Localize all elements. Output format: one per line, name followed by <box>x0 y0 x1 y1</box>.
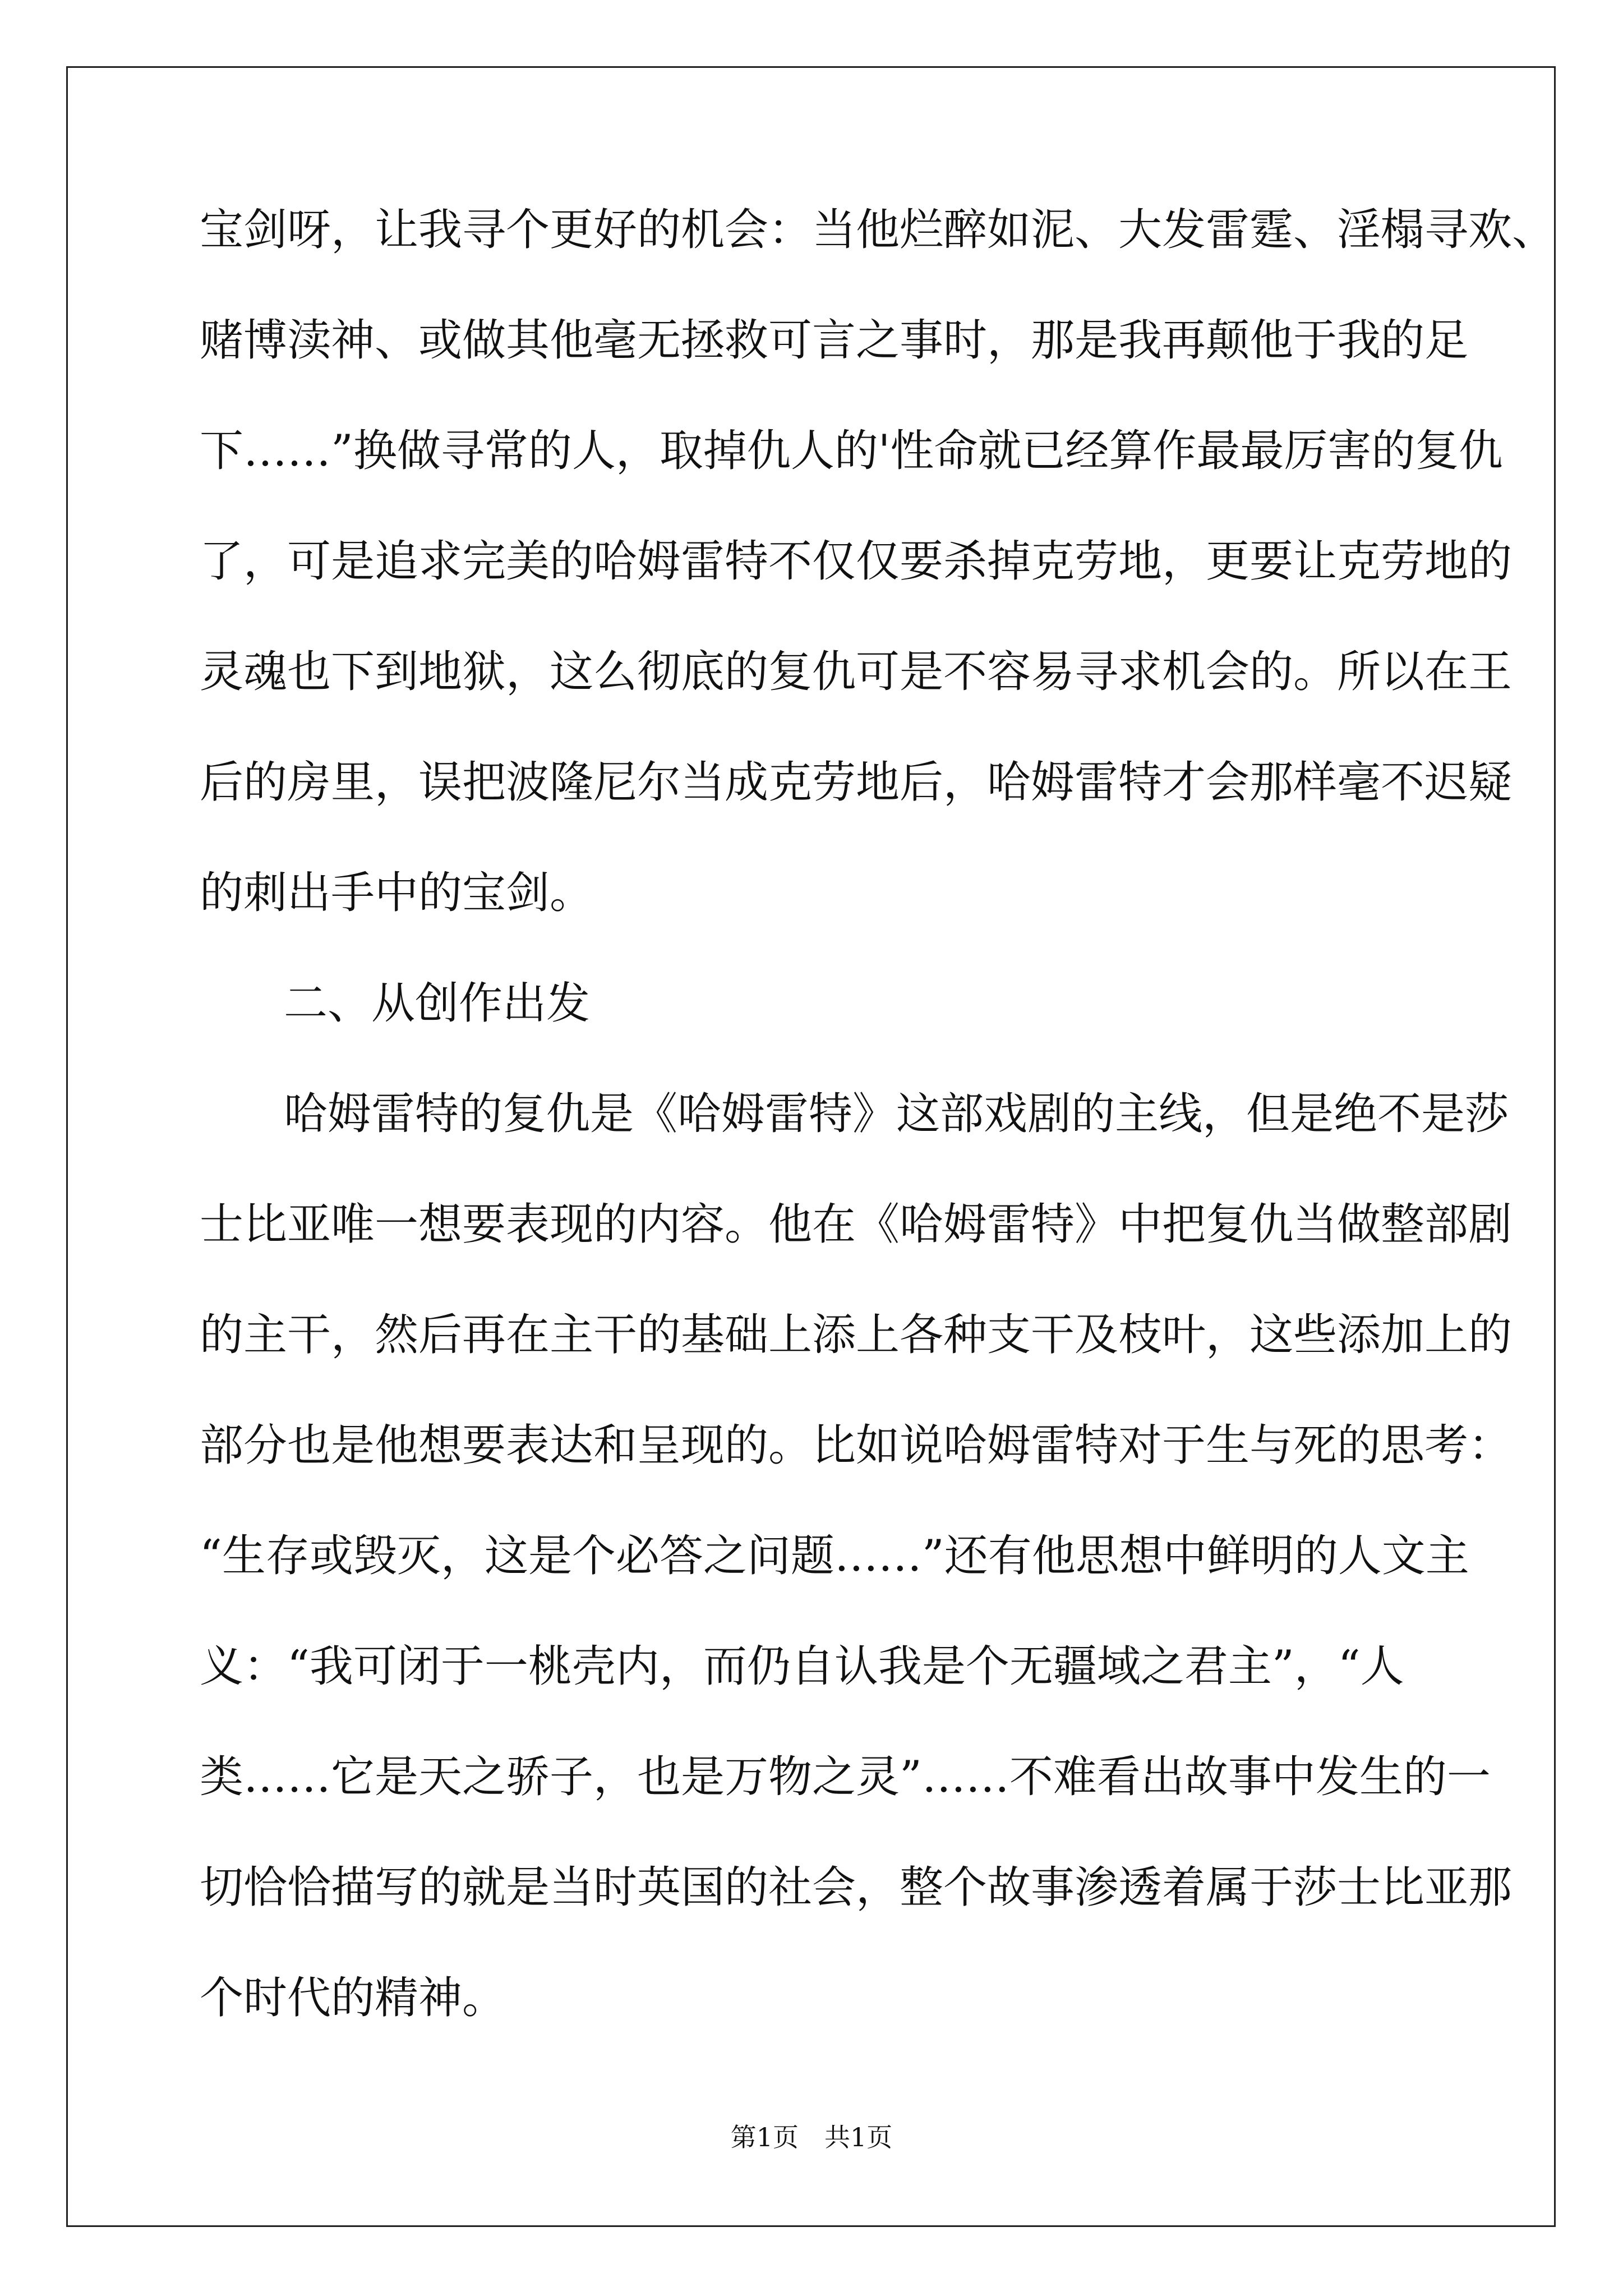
text-line: 类……它是天之骄子，也是万物之灵”……不难看出故事中发生的一 <box>200 1752 1491 1802</box>
text-line: 切恰恰描写的就是当时英国的社会，整个故事渗透着属于莎士比亚那 <box>200 1862 1513 1913</box>
page-footer: 第1页 共1页 <box>730 2122 893 2152</box>
text-line: 部分也是他想要表达和呈现的。比如说哈姆雷特对于生与死的思考： <box>200 1420 1513 1471</box>
text-line: 的刺出手中的宝剑。 <box>200 868 594 918</box>
text-line: 个时代的精神。 <box>200 1973 506 2023</box>
text-line: 下……”换做寻常的人，取掉仇人的'性命就已经算作最最厉害的复仇 <box>200 426 1503 476</box>
section-heading: 二、从创作出发 <box>284 978 591 1029</box>
text-line: “生存或毁灭，这是个必答之问题……”还有他思想中鲜明的人文主 <box>200 1531 1469 1581</box>
text-line: 义：“我可闭于一桃壳内，而仍自认我是个无疆域之君主”，“人 <box>200 1641 1404 1692</box>
text-line: 的主干，然后再在主干的基础上添上各种支干及枝叶，这些添加上的 <box>200 1310 1513 1360</box>
text-line: 宝剑呀，让我寻个更好的机会：当他烂醉如泥、大发雷霆、淫榻寻欢、 <box>200 205 1556 255</box>
text-line: 了，可是追求完美的哈姆雷特不仅仅要杀掉克劳地，更要让克劳地的 <box>200 536 1513 587</box>
text-line: 士比亚唯一想要表现的内容。他在《哈姆雷特》中把复仇当做整部剧 <box>200 1199 1513 1250</box>
text-line: 哈姆雷特的复仇是《哈姆雷特》这部戏剧的主线，但是绝不是莎 <box>284 1089 1509 1139</box>
text-line: 灵魂也下到地狱，这么彻底的复仇可是不容易寻求机会的。所以在王 <box>200 647 1513 697</box>
text-line: 后的房里，误把波隆尼尔当成克劳地后，哈姆雷特才会那样毫不迟疑 <box>200 757 1513 808</box>
text-line: 赌博渎神、或做其他毫无拯救可言之事时，那是我再颠他于我的足 <box>200 315 1469 366</box>
